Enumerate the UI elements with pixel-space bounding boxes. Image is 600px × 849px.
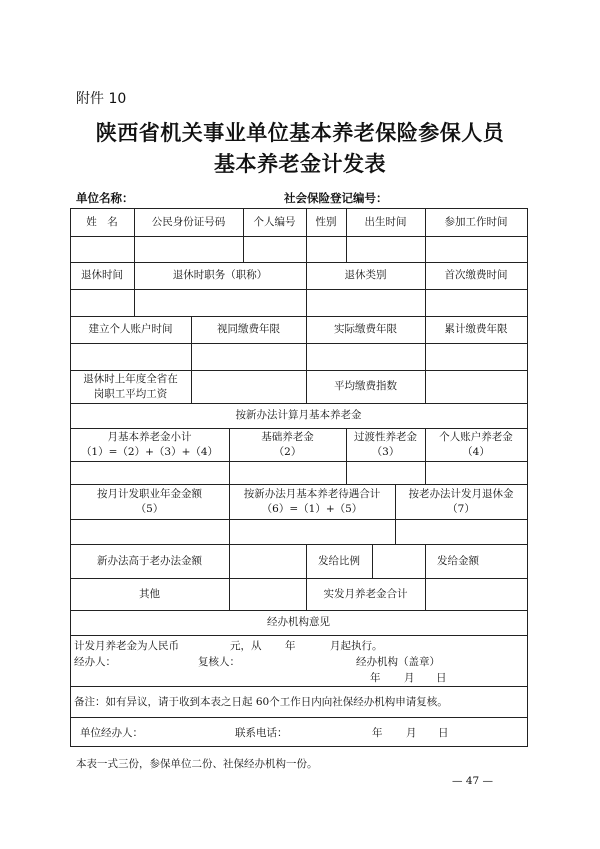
actual-years-header: 实际缴费年限	[334, 323, 397, 335]
avg-index-header: 平均缴费指数	[334, 380, 397, 392]
unit-handler-label: 单位经办人：	[80, 727, 143, 739]
annuity-header: 按月计发职业年金金额 （5）	[97, 487, 202, 515]
form-title-line1: 陕西省机关事业单位基本养老保险参保人员	[95, 121, 505, 145]
retire-time-header: 退休时间	[81, 269, 123, 281]
basic-pension-header: 基础养老金 （2）	[261, 430, 314, 458]
form-title-line2: 基本养老金计发表	[214, 152, 386, 176]
new-method-header: 按新办法计算月基本养老金	[235, 409, 362, 421]
amount-header: 发给金额	[437, 554, 479, 567]
opinion-month-label: 月起执行。	[330, 640, 383, 652]
opinion-amount-label: 计发月养老金为人民币	[74, 640, 179, 652]
other-header: 其他	[139, 587, 160, 600]
ratio-header: 发给比例	[318, 554, 360, 567]
account-time-header: 建立个人账户时间	[88, 323, 173, 335]
opinion-from-label: 元，从	[230, 640, 262, 652]
id-number-header: 公民身份证号码	[151, 215, 226, 228]
retire-position-header: 退休时职务（职称）	[172, 269, 268, 281]
opinion-date-day: 日	[436, 672, 447, 684]
deemed-years-header: 视同缴费年限	[217, 323, 280, 335]
transitional-pension-header: 过渡性养老金 （3）	[354, 430, 417, 458]
reviewer-label: 复核人：	[198, 656, 240, 668]
attachment-label: 附件 10	[76, 91, 127, 107]
agency-seal-label: 经办机构（盖章）	[356, 656, 440, 668]
monthly-subtotal-header: 月基本养老金小计 （1）=（2）+（3）+（4）	[80, 430, 219, 458]
opinion-date-month: 月	[404, 672, 415, 684]
difference-header: 新办法高于老办法金额	[97, 554, 202, 567]
opinion-date-year: 年	[370, 672, 381, 684]
handler-label: 经办人：	[74, 656, 116, 668]
remark-text: 备注：如有异议，请于收到本表之日起 60个工作日内向社保经办机构申请复核。	[74, 696, 448, 708]
old-method-header: 按老办法计发月退休金 （7）	[408, 487, 514, 515]
bottom-date-month: 月	[406, 727, 417, 739]
actual-total-header: 实发月养老金合计	[323, 587, 408, 600]
social-insurance-no-label: 社会保险登记编号：	[284, 191, 388, 205]
bottom-date-day: 日	[438, 727, 449, 739]
work-start-header: 参加工作时间	[444, 215, 508, 228]
first-payment-header: 首次缴费时间	[444, 269, 508, 281]
phone-label: 联系电话：	[235, 727, 288, 739]
gender-header: 性别	[315, 215, 337, 228]
bottom-date-year: 年	[372, 727, 383, 739]
personal-no-header: 个人编号	[253, 215, 296, 228]
name-header: 姓 名	[86, 215, 118, 228]
avg-wage-header: 退休时上年度全省在 岗职工平均工资	[83, 372, 178, 400]
unit-name-label: 单位名称：	[76, 191, 134, 205]
birth-date-header: 出生时间	[364, 215, 407, 228]
new-method-total-header: 按新办法月基本养老待遇合计 （6）=（1）+（5）	[243, 487, 381, 515]
personal-account-pension-header: 个人账户养老金 （4）	[439, 430, 513, 458]
opinion-year-label: 年	[285, 640, 296, 652]
footnote: 本表一式三份，参保单位二份、社保经办机构一份。	[76, 758, 318, 770]
page-number: — 47 —	[452, 775, 494, 787]
agency-opinion-header: 经办机构意见	[267, 616, 330, 628]
total-years-header: 累计缴费年限	[444, 323, 508, 335]
retire-type-header: 退休类别	[344, 269, 387, 281]
